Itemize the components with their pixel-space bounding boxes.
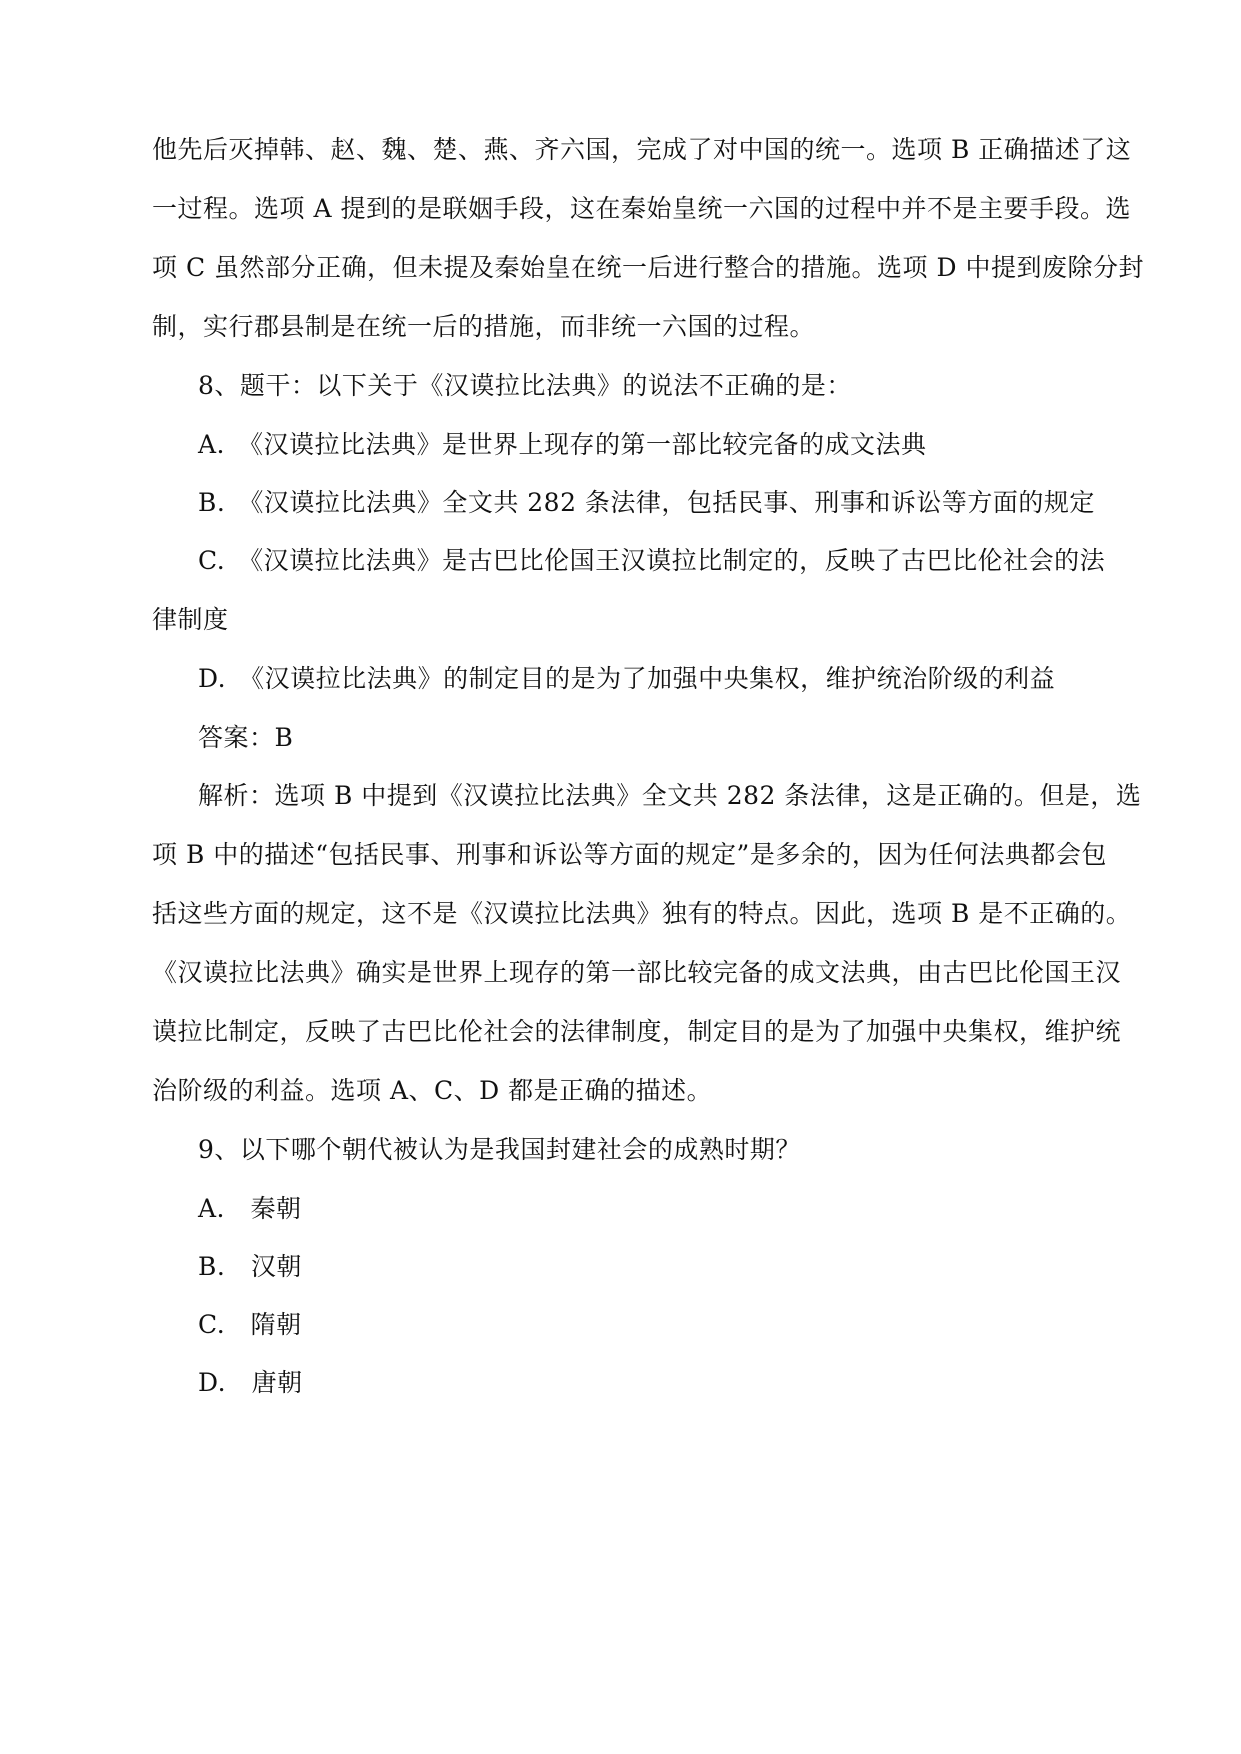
q9-option-b: B. 汉朝 (198, 1252, 302, 1281)
q9-stem: 9、以下哪个朝代被认为是我国封建社会的成熟时期？ (198, 1135, 801, 1164)
q8-explanation-line: 《汉谟拉比法典》确实是世界上现存的第一部比较完备的成文法典，由古巴比伦国王汉 (152, 958, 1122, 987)
q7-explanation-line: 他先后灭掉韩、赵、魏、楚、燕、齐六国，完成了对中国的统一。选项 B 正确描述了这 (152, 135, 1132, 164)
q8-explanation-line: 解析：选项 B 中提到《汉谟拉比法典》全文共 282 条法律，这是正确的。但是，选 (198, 781, 1142, 810)
q9-option-c: C. 隋朝 (198, 1310, 302, 1339)
q8-stem: 8、题干：以下关于《汉谟拉比法典》的说法不正确的是： (198, 371, 852, 400)
q8-option-c-continued: 律制度 (152, 605, 229, 634)
q9-option-a: A. 秦朝 (198, 1194, 302, 1223)
q8-explanation-line: 括这些方面的规定，这不是《汉谟拉比法典》独有的特点。因此，选项 B 是不正确的。 (152, 899, 1132, 928)
q8-option-c: C. 《汉谟拉比法典》是古巴比伦国王汉谟拉比制定的，反映了古巴比伦社会的法 (198, 546, 1106, 575)
q8-explanation-line: 项 B 中的描述“包括民事、刑事和诉讼等方面的规定”是多余的，因为任何法典都会包 (152, 840, 1107, 869)
q7-explanation-line: 项 C 虽然部分正确，但未提及秦始皇在统一后进行整合的措施。选项 D 中提到废除分封 (152, 253, 1144, 282)
q7-explanation-line: 制，实行郡县制是在统一后的措施，而非统一六国的过程。 (152, 312, 816, 341)
q9-option-d: D. 唐朝 (198, 1368, 303, 1397)
q8-option-b: B. 《汉谟拉比法典》全文共 282 条法律，包括民事、刑事和诉讼等方面的规定 (198, 488, 1095, 517)
q7-explanation-line: 一过程。选项 A 提到的是联姻手段，这在秦始皇统一六国的过程中并不是主要手段。选 (152, 194, 1131, 223)
q8-explanation-line: 治阶级的利益。选项 A、C、D 都是正确的描述。 (152, 1076, 713, 1105)
q8-option-d: D. 《汉谟拉比法典》的制定目的是为了加强中央集权，维护统治阶级的利益 (198, 664, 1056, 693)
q8-option-a: A. 《汉谟拉比法典》是世界上现存的第一部比较完备的成文法典 (198, 430, 927, 459)
q8-explanation-line: 谟拉比制定，反映了古巴比伦社会的法律制度，制定目的是为了加强中央集权，维护统 (152, 1017, 1122, 1046)
q8-answer: 答案：B (198, 723, 294, 752)
